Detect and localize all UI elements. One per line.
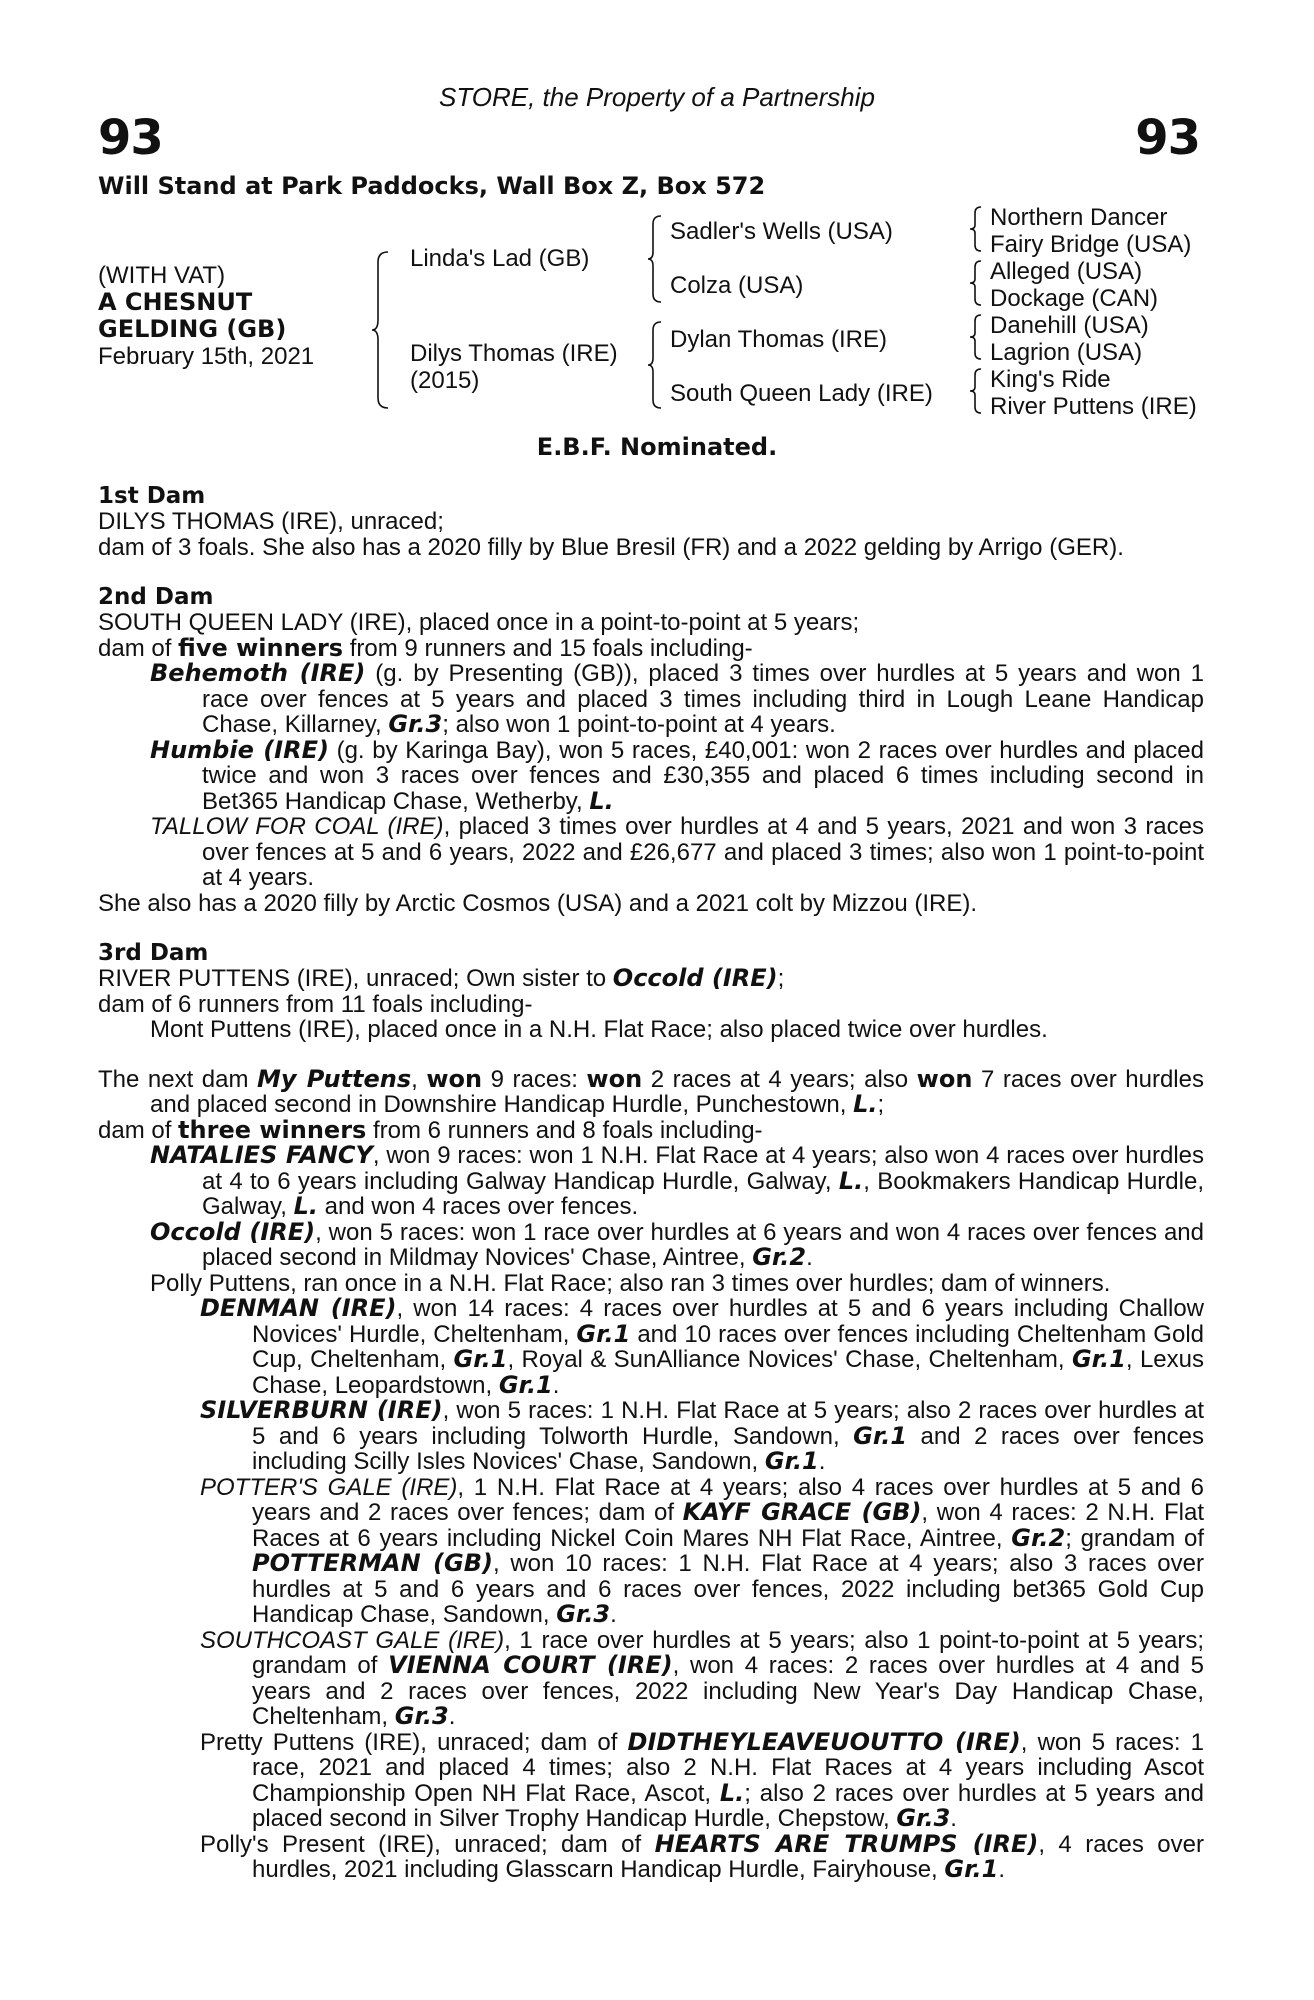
- text-bold: won: [916, 1064, 973, 1093]
- produce-denman: [98, 1296, 1204, 1398]
- produce-pollys-present: [98, 1829, 1204, 1883]
- first-dam-heading: 1st Dam: [98, 483, 206, 509]
- pedigree-sire-dam: Colza (USA): [670, 272, 804, 299]
- pedigree-g3-2: Fairy Bridge (USA): [990, 231, 1192, 258]
- race-grade: Gr.1: [453, 1345, 508, 1373]
- text: .: [610, 1601, 617, 1628]
- text: from 6 runners and 8 foals including-: [366, 1116, 763, 1144]
- horse-name: POTTERMAN (GB): [252, 1549, 493, 1577]
- text: , won 10 races: 1 N.H. Flat Race at 4 years; also 3 races over hurdles at 5 and 6 years and 6 races over fences, 2022 including bet365 Gold Cup Handicap Chase, Sandown,: [252, 1550, 1204, 1628]
- horse-name: POTTER'S GALE (IRE): [200, 1473, 458, 1501]
- produce-pretty-puttens: [98, 1727, 1205, 1832]
- race-grade: Gr.1: [498, 1370, 553, 1399]
- text: , 1 race over hurdles at 5 years; also 1 point-to-point at 5 years; grandam of: [252, 1626, 1204, 1679]
- horse-sex: GELDING (GB): [98, 315, 287, 343]
- text-bold: won: [426, 1064, 483, 1093]
- text: The next dam: [98, 1065, 257, 1093]
- text: , won 4 races: 2 N.H. Flat Races at 6 years including Nickel Coin Mares NH Flat Race, Aintree,: [252, 1499, 1204, 1552]
- pedigree-g3-6: Lagrion (USA): [990, 339, 1143, 366]
- text: and won 4 races over fences.: [318, 1193, 639, 1220]
- race-grade: Gr.2: [1011, 1523, 1066, 1552]
- horse-name: HEARTS ARE TRUMPS (IRE): [654, 1829, 1039, 1858]
- pedigree-g3-8: River Puttens (IRE): [990, 393, 1197, 420]
- text: from 9 runners and 15 foals including-: [343, 634, 753, 662]
- race-grade: L.: [719, 1778, 745, 1807]
- spacer: [98, 916, 1204, 940]
- lot-number-left: 93: [98, 110, 163, 166]
- text: , won 5 races: 1 race, 2021 and placed 4 times; also 2 N.H. Flat Races at 4 years including Ascot Championship Open NH Flat Race, Ascot,: [252, 1728, 1205, 1807]
- horse-name: Occold (IRE): [612, 964, 778, 992]
- text: ; grandam of: [1065, 1524, 1204, 1552]
- third-dam-line2: dam of 6 runners from 11 foals including-: [98, 990, 533, 1018]
- produce-natalies-fancy: [98, 1143, 1204, 1220]
- text: Polly's Present (IRE), unraced; dam of: [200, 1830, 655, 1858]
- second-dam-tail: She also has a 2020 filly by Arctic Cosmos (USA) and a 2021 colt by Mizzou (IRE).: [98, 889, 978, 917]
- horse-name: Behemoth (IRE): [150, 659, 366, 687]
- race-grade: Gr.3: [394, 1702, 449, 1730]
- second-dam-line2: [98, 633, 1204, 662]
- text: .: [950, 1805, 957, 1832]
- first-dam-line1: DILYS THOMAS (IRE), unraced;: [98, 508, 444, 535]
- text: dam of: [98, 1116, 179, 1144]
- horse-name: NATALIES FANCY: [150, 1141, 373, 1169]
- pedigree-g3-5: Danehill (USA): [990, 312, 1149, 339]
- stabling-location: Will Stand at Park Paddocks, Wall Box Z, Box 572: [98, 172, 766, 200]
- produce-occold: [98, 1217, 1204, 1271]
- text: .: [998, 1856, 1005, 1883]
- winners-count: three winners: [178, 1115, 367, 1144]
- spacer: [98, 1043, 1204, 1067]
- horse-name: SOUTHCOAST GALE (IRE): [200, 1626, 505, 1654]
- pedigree-brace-dam: [646, 320, 664, 410]
- race-grade: Gr.1: [853, 1421, 908, 1450]
- text: ;: [877, 1091, 885, 1118]
- next-dam-produce-line: [98, 1115, 1204, 1144]
- text: (g. by Presenting (GB)), placed 3 times over hurdles at 5 years and won 1 race over fences at 5 years and placed 3 times including third in Lough Leane Handicap Chase, Killarney,: [202, 660, 1204, 738]
- pedigree-sire-sire: Sadler's Wells (USA): [670, 218, 893, 245]
- text: , won 4 races: 2 races over hurdles at 4 and 5 years and 2 races over fences, 2022 including New Year's Day Handicap Chase, Cheltenham,: [252, 1652, 1205, 1730]
- horse-name: DENMAN (IRE): [200, 1294, 397, 1322]
- race-grade: Gr.2: [752, 1243, 807, 1271]
- race-grade: L.: [589, 786, 614, 815]
- second-dam-produce-tallow: [98, 814, 1204, 891]
- pedigree-brace-main: [370, 250, 392, 410]
- race-grade: Gr.1: [764, 1447, 819, 1475]
- text: , 1 N.H. Flat Race at 4 years; also 4 races over hurdles at 5 and 6 years and 2 races over fences; dam of: [252, 1473, 1204, 1526]
- text: .: [448, 1703, 456, 1730]
- pedigree-brace-g3-3: [968, 313, 984, 361]
- pedigree-g3-3: Alleged (USA): [990, 258, 1143, 285]
- text: ; also won 1 point-to-point at 4 years.: [442, 711, 836, 738]
- ebf-nomination: E.B.F. Nominated.: [536, 433, 778, 461]
- text-bold: won: [586, 1064, 643, 1093]
- second-dam-line1: SOUTH QUEEN LADY (IRE), placed once in a point-to-point at 5 years;: [98, 609, 860, 636]
- next-dam-para: [98, 1064, 1204, 1118]
- pedigree-dam-dam: South Queen Lady (IRE): [670, 380, 933, 407]
- horse-colour: A CHESNUT: [98, 288, 253, 316]
- pedigree-dam-year: (2015): [410, 367, 480, 394]
- text: ,: [411, 1065, 427, 1093]
- race-grade: L.: [853, 1090, 878, 1118]
- pedigree-brace-g3-4: [968, 367, 984, 415]
- foaling-date: February 15th, 2021: [98, 343, 315, 370]
- text: and 2 races over fences including Scilly Isles Novices' Chase, Sandown,: [252, 1422, 1204, 1475]
- third-dam-line1: [98, 966, 1204, 992]
- race-grade: L.: [293, 1192, 319, 1220]
- text: 7 races over hurdles and placed second in Downshire Handicap Hurdle, Punchestown,: [150, 1065, 1204, 1118]
- horse-name: SILVERBURN (IRE): [200, 1396, 443, 1424]
- text: .: [552, 1371, 560, 1399]
- text: .: [818, 1448, 826, 1475]
- horse-name: KAYF GRACE (GB): [682, 1498, 922, 1526]
- pedigree-g3-7: King's Ride: [990, 366, 1111, 393]
- vat-note: (WITH VAT): [98, 262, 226, 289]
- winners-count: five winners: [178, 633, 344, 662]
- text: , 4 races over hurdles, 2021 including Glasscarn Handicap Hurdle, Fairyhouse,: [252, 1830, 1204, 1883]
- text: (g. by Karinga Bay), won 5 races, £40,001: won 2 races over hurdles and placed twice and won 3 races over fences and £30,355 and placed 6 times including second in Bet365 Handicap Chase, Wetherby,: [202, 736, 1204, 815]
- horse-name: DIDTHEYLEAVEUOUTTO (IRE): [627, 1727, 1021, 1756]
- produce-potters-gale: [98, 1475, 1204, 1628]
- horse-name: VIENNA COURT (IRE): [388, 1651, 673, 1679]
- text: 9 races:: [482, 1065, 587, 1093]
- spacer: [98, 560, 1204, 584]
- race-grade: Gr.1: [576, 1319, 631, 1348]
- second-dam-produce-humbie: [98, 735, 1204, 815]
- first-dam-line2: dam of 3 foals. She also has a 2020 filly by Blue Bresil (FR) and a 2022 gelding by Arrigo (GER).: [98, 533, 1124, 561]
- text: , placed 3 times over hurdles at 4 and 5 years, 2021 and won 3 races over fences at 5 and 6 years, 2022 and £26,677 and placed 3 times; also won 1 point-to-point at 4 years.: [202, 813, 1205, 891]
- pedigree-brace-g3-1: [968, 205, 984, 253]
- text: Pretty Puttens (IRE), unraced; dam of: [200, 1728, 628, 1756]
- text: , won 9 races: won 1 N.H. Flat Race at 4 years; also won 4 races over hurdles at 4 to 6 years including Galway Handicap Hurdle, Galway,: [202, 1142, 1205, 1195]
- pedigree-sire: Linda's Lad (GB): [410, 245, 590, 272]
- race-grade: Gr.1: [944, 1855, 999, 1883]
- race-grade: Gr.3: [896, 1804, 951, 1832]
- text: .: [806, 1244, 813, 1271]
- third-dam-produce-mont-puttens: Mont Puttens (IRE), placed once in a N.H. Flat Race; also placed twice over hurdles.: [150, 1016, 1048, 1043]
- text: ; also 2 races over hurdles at 5 years and placed second in Silver Trophy Handicap Hurdle, Chepstow,: [252, 1779, 1204, 1832]
- race-grade: Gr.1: [1071, 1345, 1126, 1373]
- pedigree-brace-sire: [646, 214, 664, 304]
- text: ;: [777, 965, 785, 992]
- text: , Royal & SunAlliance Novices' Chase, Cheltenham,: [507, 1346, 1072, 1373]
- vendor-title: STORE, the Property of a Partnership: [439, 82, 875, 112]
- catalogue-body: [98, 483, 1204, 1883]
- text: , won 14 races: 4 races over hurdles at 5 and 6 years including Challow Novices' Hurdle, Cheltenham,: [252, 1295, 1204, 1348]
- text: RIVER PUTTENS (IRE), unraced; Own sister to: [98, 965, 613, 992]
- third-dam-heading: 3rd Dam: [98, 940, 209, 966]
- horse-name: My Puttens: [257, 1064, 412, 1093]
- text: and 10 races over fences including Cheltenham Gold Cup, Cheltenham,: [252, 1320, 1204, 1373]
- pedigree-g3-1: Northern Dancer: [990, 204, 1168, 231]
- horse-name: Humbie (IRE): [150, 735, 329, 764]
- race-grade: Gr.3: [388, 710, 443, 738]
- pedigree-dam: Dilys Thomas (IRE): [410, 340, 618, 367]
- text: , won 5 races: won 1 race over hurdles at 6 years and won 4 races over fences and placed second in Mildmay Novices' Chase, Aintree,: [202, 1218, 1204, 1271]
- race-grade: Gr.3: [556, 1600, 611, 1628]
- produce-silverburn: [98, 1398, 1204, 1475]
- horse-name: Occold (IRE): [150, 1217, 316, 1246]
- text: dam of: [98, 634, 179, 662]
- text: , Bookmakers Handicap Hurdle, Galway,: [202, 1167, 1204, 1220]
- text: , Lexus Chase, Leopardstown,: [252, 1346, 1204, 1399]
- horse-name: TALLOW FOR COAL (IRE): [150, 813, 444, 840]
- pedigree-brace-g3-2: [968, 259, 984, 307]
- second-dam-heading: 2nd Dam: [98, 584, 214, 610]
- produce-southcoast-gale: [98, 1628, 1204, 1730]
- pedigree-g3-4: Dockage (CAN): [990, 285, 1159, 312]
- second-dam-produce-behemoth: [98, 661, 1204, 738]
- race-grade: L.: [838, 1166, 864, 1195]
- produce-polly-puttens: Polly Puttens, ran once in a N.H. Flat Race; also ran 3 times over hurdles; dam of winners.: [150, 1269, 1111, 1297]
- text: 2 races at 4 years; also: [642, 1065, 917, 1093]
- text: , won 5 races: 1 N.H. Flat Race at 5 years; also 2 races over hurdles at 5 and 6 years including Tolworth Hurdle, Sandown,: [252, 1397, 1204, 1450]
- lot-number-right: 93: [1135, 110, 1200, 166]
- pedigree-dam-sire: Dylan Thomas (IRE): [670, 326, 887, 353]
